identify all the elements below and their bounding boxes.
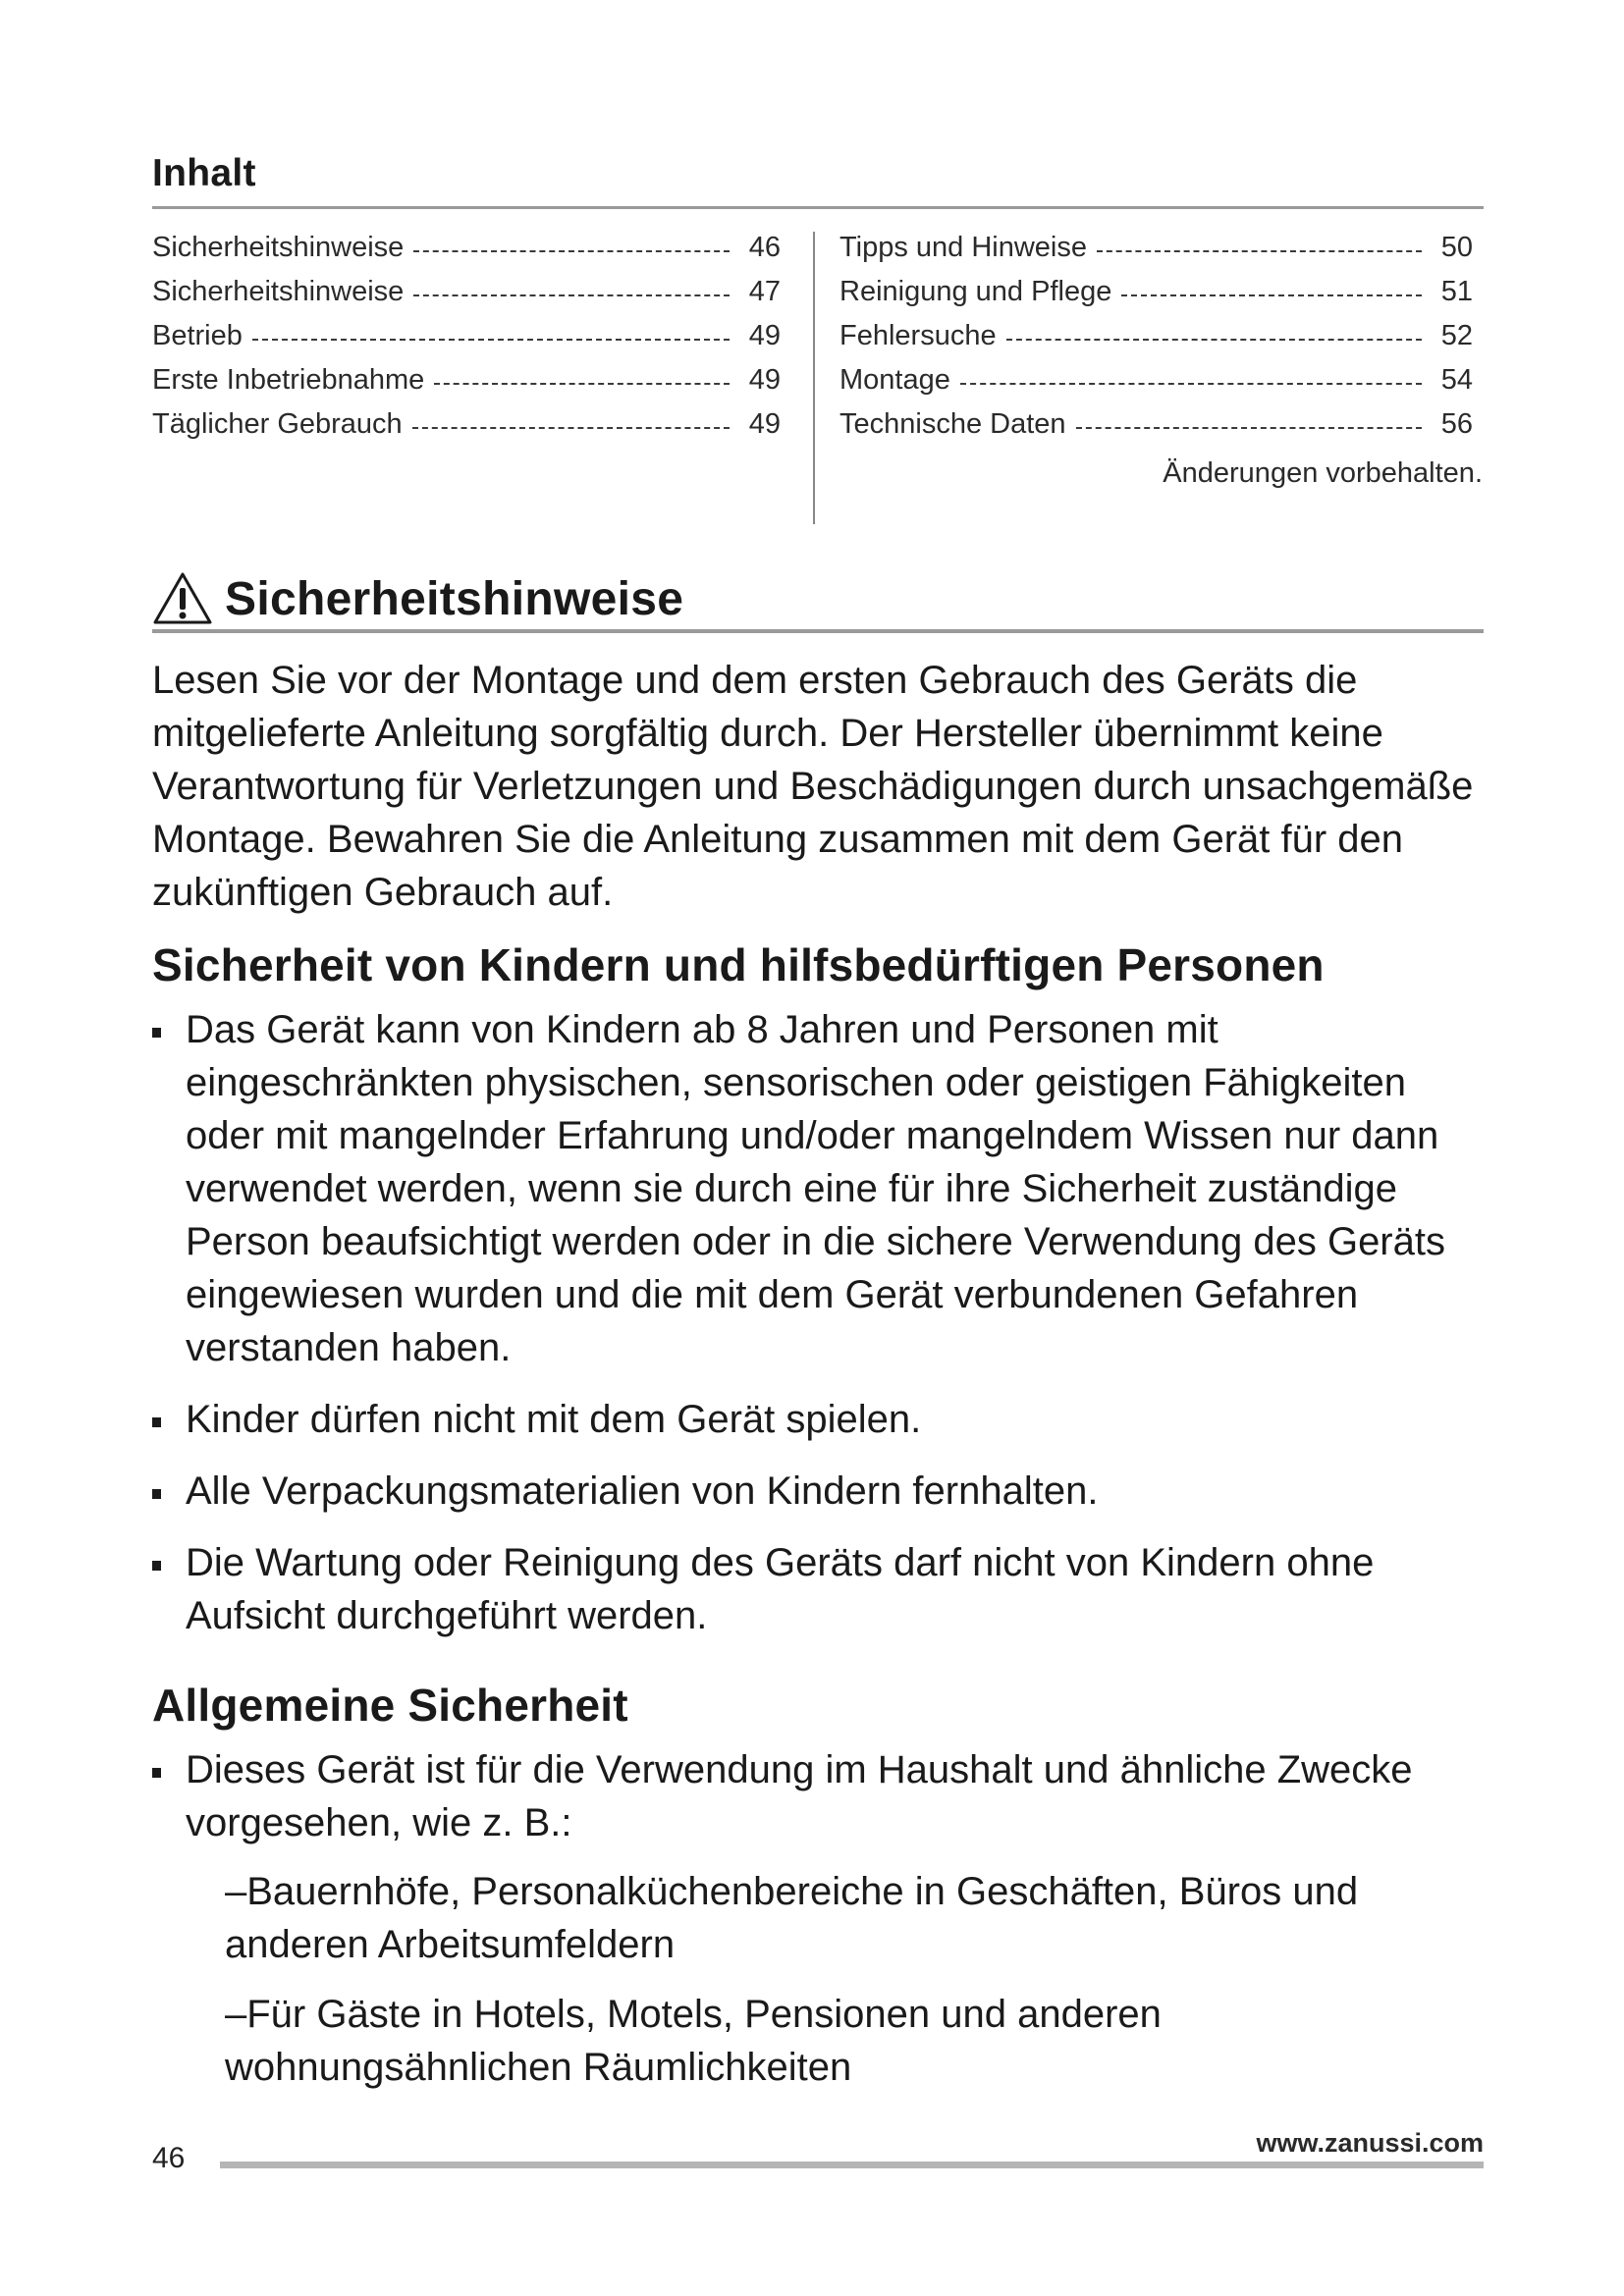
toc-entry-title: Täglicher Gebrauch — [152, 408, 403, 440]
toc-right-column — [839, 232, 1473, 453]
list-item — [152, 1393, 1488, 1446]
toc-entry[interactable] — [839, 364, 1473, 408]
toc-left-column — [152, 232, 781, 453]
toc-entry-page: 47 — [748, 276, 781, 307]
toc-entry-page: 49 — [748, 320, 781, 351]
toc-entry[interactable] — [152, 408, 781, 453]
toc-leader — [1076, 427, 1422, 429]
list-item-text: Dieses Gerät ist für die Verwendung im Haushalt und ähnliche Zwecke vorgesehen, wie z. B.: — [186, 1748, 1413, 1844]
toc-entry-title: Montage — [839, 364, 950, 396]
toc-entry[interactable] — [152, 276, 781, 320]
toc-leader — [413, 294, 730, 296]
toc-leader — [412, 427, 730, 429]
bullet-icon — [152, 1417, 161, 1427]
safety-title-rule — [152, 629, 1484, 633]
toc-entry-title: Betrieb — [152, 320, 243, 351]
list-item — [152, 1465, 1488, 1518]
list-item-text: Die Wartung oder Reinigung des Geräts darf nicht von Kindern ohne Aufsicht durchgeführt werden. — [186, 1541, 1375, 1637]
bullet-icon — [152, 1561, 161, 1571]
general-safety-list — [152, 1743, 1488, 1868]
bullet-icon — [152, 1489, 161, 1499]
footer-rule — [220, 2162, 1484, 2168]
list-item-text: Alle Verpackungsmaterialien von Kindern fernhalten. — [186, 1469, 1099, 1513]
toc-note: Änderungen vorbehalten. — [1163, 457, 1483, 489]
toc-entry-title: Fehlersuche — [839, 320, 997, 351]
safety-title: Sicherheitshinweise — [225, 572, 684, 625]
toc-column-divider — [813, 232, 815, 524]
warning-triangle-icon — [152, 571, 213, 626]
bullet-icon — [152, 1028, 161, 1038]
toc-heading: Inhalt — [152, 152, 256, 194]
toc-entry-title: Sicherheitshinweise — [152, 276, 405, 307]
toc-entry-page: 49 — [748, 364, 781, 396]
toc-entry[interactable] — [839, 320, 1473, 364]
toc-entry-title: Technische Daten — [839, 408, 1066, 440]
toc-leader — [1121, 294, 1422, 296]
toc-entry-page: 46 — [748, 232, 781, 263]
toc-entry-page: 51 — [1440, 276, 1473, 307]
toc-entry[interactable] — [839, 232, 1473, 276]
list-item — [152, 1003, 1488, 1374]
toc-entry-title: Reinigung und Pflege — [839, 276, 1112, 307]
page-number: 46 — [152, 2142, 186, 2174]
safety-intro-paragraph: Lesen Sie vor der Montage und dem ersten Gebrauch des Geräts die mitgelieferte Anleitung sorgfältig durch. Der Hersteller übernimmt keine Verantwortung für Verletzungen und Beschädigungen durch unsachgemäße Montage. Bewahren Sie die Anleitung zusammen mit dem Gerät für den zukünftigen Gebrauch auf. — [152, 659, 1474, 914]
toc-entry[interactable] — [152, 232, 781, 276]
toc-entry[interactable] — [152, 364, 781, 408]
toc-entry-page: 49 — [748, 408, 781, 440]
toc-leader — [1006, 339, 1422, 341]
toc-heading-rule — [152, 206, 1484, 209]
toc-entry-title: Erste Inbetriebnahme — [152, 364, 425, 396]
list-item-text: Kinder dürfen nicht mit dem Gerät spielen. — [186, 1398, 922, 1441]
sub-list-item: –Für Gäste in Hotels, Motels, Pensionen und anderen wohnungsähnlichen Räumlichkeiten — [225, 1993, 1162, 2089]
general-safety-heading: Allgemeine Sicherheit — [152, 1680, 628, 1731]
toc-leader — [252, 339, 730, 341]
toc-entry-page: 56 — [1440, 408, 1473, 440]
toc-entry-title: Tipps und Hinweise — [839, 232, 1087, 263]
children-safety-heading: Sicherheit von Kindern und hilfsbedürftigen Personen — [152, 939, 1325, 990]
toc-entry[interactable] — [839, 276, 1473, 320]
sub-list-item: –Bauernhöfe, Personalküchenbereiche in Geschäften, Büros und anderen Arbeitsumfeldern — [225, 1870, 1359, 1966]
toc-entry-page: 50 — [1440, 232, 1473, 263]
toc-entry-page: 54 — [1440, 364, 1473, 396]
footer-url-link[interactable]: www.zanussi.com — [1256, 2128, 1484, 2158]
list-item — [152, 1536, 1488, 1642]
toc-leader — [413, 250, 730, 252]
toc-entry[interactable] — [839, 408, 1473, 453]
toc-leader — [1097, 250, 1422, 252]
toc-entry-title: Sicherheitshinweise — [152, 232, 405, 263]
toc-leader — [434, 383, 730, 385]
safety-title-row — [152, 571, 683, 626]
bullet-icon — [152, 1768, 161, 1778]
list-item — [152, 1743, 1488, 1849]
toc-entry[interactable] — [152, 320, 781, 364]
toc-leader — [960, 383, 1422, 385]
list-item-text: Das Gerät kann von Kindern ab 8 Jahren und Personen mit eingeschränkten physischen, sensorischen oder geistigen Fähigkeiten oder mit mangelnder Erfahrung und/oder mangelndem Wissen nur dann verwendet werden, wenn sie durch eine für ihre Sicherheit zuständige Person beaufsichtigt werden oder in die sichere Verwendung des Geräts eingewiesen wurden und die mit dem Gerät verbundenen Gefahren verstanden haben. — [186, 1008, 1445, 1369]
toc-entry-page: 52 — [1440, 320, 1473, 351]
children-safety-list — [152, 1003, 1488, 1661]
